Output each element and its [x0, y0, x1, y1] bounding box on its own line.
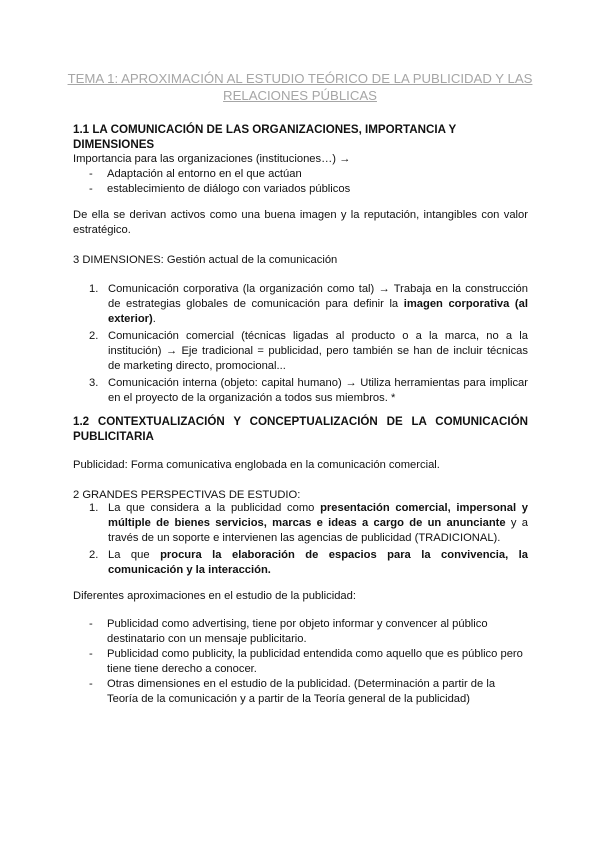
dash-bullet: - [89, 168, 93, 180]
list-item: - Adaptación al entorno en el que actúan [89, 168, 302, 180]
list-item: - establecimiento de diálogo con variados públicos [89, 183, 351, 195]
dash-bullet: - [89, 618, 93, 630]
section-heading-1-2: 1.2 CONTEXTUALIZACIÓN Y CONCEPTUALIZACIÓN DE LA COMUNICACIÓN PUBLICITARIA [73, 415, 528, 443]
list-item: 1. La que considera a la publicidad como presentación comercial, impersonal y múltiple de bienes servicios, marcas e ideas a cargo de un anunciante y a través de un soporte e intervienen las agencias de publicidad (TRADICIONAL). [89, 502, 528, 544]
perspectivas-numbered-list [73, 501, 528, 578]
list-item: 2. La que procura la elaboración de espacios para la convivencia, la comunicación y la interacción. [89, 549, 528, 576]
list-item: 1. Comunicación corporativa (la organización como tal) → Trabaja en la construcción de estrategias globales de comunicación para definir la imagen corporativa (al exterior). [89, 283, 528, 325]
aproximaciones-text: Diferentes aproximaciones en el estudio de la publicidad: [73, 590, 356, 602]
list-item: - Publicidad como publicity, la publicidad entendida como aquello que es público pero tiene tiene derecho a conocer. [89, 648, 523, 675]
aproximaciones-bullet-list [73, 617, 528, 707]
publicidad-definition: Publicidad: Forma comunicativa englobada en la comunicación comercial. [73, 459, 440, 471]
list-item: 3. Comunicación interna (objeto: capital humano) → Utiliza herramientas para implicar en el proyecto de la organización a todos sus miembros. * [89, 377, 528, 404]
list-item: - Publicidad como advertising, tiene por objeto informar y convencer al público destinatario con un mensaje publicitario. [89, 618, 488, 645]
perspectivas-heading: 2 GRANDES PERSPECTIVAS DE ESTUDIO: [73, 489, 301, 501]
dash-bullet: - [89, 183, 93, 195]
activos-paragraph: De ella se derivan activos como una buena imagen y la reputación, intangibles con valor estratégico. [73, 209, 528, 236]
importancia-bullet-list [73, 167, 528, 197]
importancia-text: Importancia para las organizaciones (instituciones…) → [73, 153, 351, 165]
dash-bullet: - [89, 648, 93, 660]
dash-bullet: - [89, 678, 93, 690]
dimensiones-text: 3 DIMENSIONES: Gestión actual de la comunicación [73, 254, 338, 266]
dimensiones-numbered-list [73, 282, 528, 406]
list-item: 2. Comunicación comercial (técnicas ligadas al producto o a la marca, no a la institución) → Eje tradicional = publicidad, pero también se han de incluir técnicas de marketing directo, promocional... [89, 330, 528, 372]
section-heading-1-1: 1.1 LA COMUNICACIÓN DE LAS ORGANIZACIONES, IMPORTANCIA Y DIMENSIONES [73, 123, 457, 151]
list-item: - Otras dimensiones en el estudio de la publicidad. (Determinación a partir de la Teoría de la comunicación y a partir de la Teoría general de la publicidad) [89, 678, 496, 705]
page-title: TEMA 1: APROXIMACIÓN AL ESTUDIO TEÓRICO DE LA PUBLICIDAD Y LAS RELACIONES PÚBLICAS [67, 71, 533, 103]
